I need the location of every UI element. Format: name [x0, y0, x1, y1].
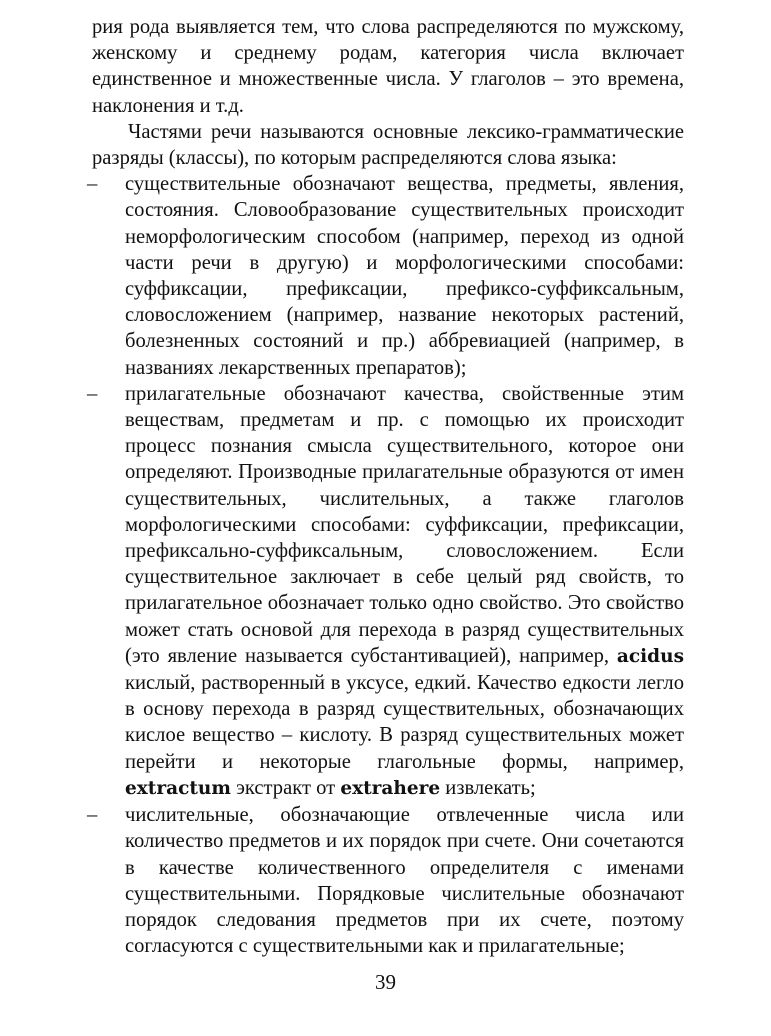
- list-dash: –: [87, 382, 98, 405]
- list-item-text: экстракт от: [236, 776, 336, 799]
- list-item-text: кислый, растворенный в уксусе, едкий. Качество едкости легло в основу перехода в разряд существительных, обозначающих кислое вещество – кислоту. В разряд существительных может перейти и некоторые глагольные формы, например,: [125, 672, 684, 773]
- latin-term-extractum: extractum: [125, 777, 231, 799]
- paragraph-continuation: рия рода выявляется тем, что слова распределяются по мужскому, женскому и среднему родам, категория числа включает единственное и множественные числа. У глаголов – это времена, наклонения и т.д.: [92, 16, 684, 117]
- list-item-adjectives: [87, 381, 684, 802]
- list-dash: –: [87, 804, 98, 827]
- latin-term-acidus: acidus: [616, 645, 684, 667]
- list-item-text: прилагательные обозначают качества, свойственные этим веществам, предметам и пр. с помощью их происходит процесс познания смысла существительного, которое они определяют. Производные прилагательные образуются от имен существительных, числительных, а также глаголов морфологическими способами: суффиксации, префиксации, префиксально-суффиксальным, словосложением. Если существительное заключает в себе целый ряд свойств, то прилагательное обозначает только одно свойство. Это свойство может стать основой для перехода в разряд существительных (это явление называется субстантивацией), например,: [125, 382, 684, 667]
- paragraph-parts-of-speech: Частями речи называются основные лексико-грамматические разряды (классы), по которым распределяются слова языка:: [92, 120, 684, 170]
- page-body: [87, 14, 684, 959]
- list-item-text: числительные, обозначающие отвлеченные числа или количество предметов и их порядок при счете. Они сочетаются в качестве количественного определителя с именами существительными. Порядковые числительные обозначают порядок следования предметов при их счете, поэтому согласуются с существительными как и прилагательные;: [125, 804, 684, 958]
- latin-term-extrahere: extrahere: [340, 777, 441, 799]
- list-dash: –: [87, 173, 98, 196]
- list-item-text: извлекать;: [445, 776, 536, 799]
- list-item-nouns: [87, 171, 684, 381]
- list-item-numerals: [87, 802, 684, 959]
- list-item-text: существительные обозначают вещества, предметы, явления, состояния. Словообразование существительных происходит неморфологическим способом (например, переход из одной части речи в другую) и морфологическими способами: суффиксации, префиксации, префиксо-суффиксальным, словосложением (например, название некоторых растений, болезненных состояний и пр.) аббревиацией (например, в названиях лекарственных препаратов);: [125, 173, 684, 379]
- page-number: 39: [375, 970, 396, 994]
